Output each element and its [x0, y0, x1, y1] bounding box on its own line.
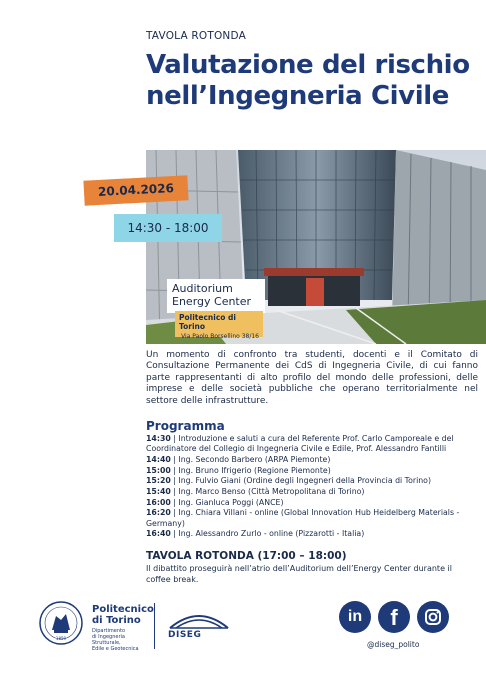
- programma-heading: Programma: [146, 419, 225, 433]
- address-box: [175, 311, 263, 340]
- linkedin-icon[interactable]: in: [339, 601, 371, 633]
- item-time: 15:20: [146, 476, 171, 486]
- programma-item: [146, 434, 478, 454]
- dept-line-2: di Ingegneria Strutturale,: [92, 634, 125, 646]
- programma-item: [146, 466, 478, 476]
- venue-line-2: Energy Center: [172, 295, 252, 308]
- date-tag: 20.04.2026: [83, 175, 188, 205]
- item-text: | Introduzione e saluti a cura del Referente Prof. Carlo Camporeale e del Coordinatore del Collegio di Ingegneria Civile e Edile, Prof. Alessandro Fantilli: [146, 434, 454, 454]
- programma-item: [146, 508, 478, 528]
- item-time: 14:30: [146, 434, 171, 443]
- instagram-icon[interactable]: [417, 601, 449, 633]
- venue-line-1: Auditorium: [172, 282, 233, 295]
- tavola-text: Il dibattito proseguirà nell’atrio dell’Auditorium dell’Energy Center durante il coffee break.: [146, 564, 452, 584]
- polito-name: [92, 604, 154, 626]
- tavola-heading: TAVOLA ROTONDA (17:00 – 18:00): [146, 550, 347, 562]
- venue-box: [167, 279, 265, 313]
- intro-text: Un momento di confronto tra studenti, docenti e il Comitato di Consultazione Permanente dei CdS di Ingegneria Civile, di cui fanno parte rappresentanti di alto profilo del mondo delle professioni, delle imprese e delle società pubbliche che operano territorialmente nel settore delle infrastrutture.: [146, 350, 478, 406]
- kicker: TAVOLA ROTONDA: [146, 30, 246, 42]
- item-text: | Ing. Chiara Villani - online (Global Innovation Hub Heidelberg Materials - Germany): [146, 508, 460, 528]
- programma-item: [146, 476, 478, 486]
- polito-seal-icon: [38, 600, 84, 646]
- item-text: | Ing. Marco Benso (Città Metropolitana di Torino): [170, 487, 365, 497]
- polito-name-2: di Torino: [92, 615, 141, 626]
- programma-item: [146, 529, 478, 539]
- logo-divider: [154, 603, 155, 649]
- facebook-icon[interactable]: f: [378, 601, 410, 633]
- item-time: 15:00: [146, 465, 171, 475]
- event-title: Valutazione del rischio nell’Ingegneria Civile: [146, 50, 470, 111]
- department-name: [92, 628, 148, 652]
- time-tag: 14:30 - 18:00: [114, 214, 222, 242]
- dept-line-3: Edile e Geotecnica: [92, 646, 139, 652]
- seal-year: 1859: [55, 636, 67, 641]
- address-street: Via Paolo Borsellino 38/16: [181, 333, 259, 340]
- item-text: | Ing. Gianluca Poggi (ANCE): [170, 497, 284, 507]
- programma-item: [146, 455, 478, 465]
- item-time: 16:40: [146, 529, 171, 539]
- address-org: Politecnico di Torino: [179, 313, 236, 331]
- item-time: 14:40: [146, 454, 171, 464]
- item-text: | Ing. Secondo Barbero (ARPA Piemonte): [170, 454, 331, 464]
- programma-item: [146, 487, 478, 497]
- diseg-label: DISEG: [168, 630, 202, 640]
- item-text: | Ing. Alessandro Zurlo - online (Pizzarotti - Italia): [170, 529, 365, 539]
- item-time: 16:20: [146, 508, 171, 518]
- item-time: 16:00: [146, 497, 171, 507]
- programma-item: [146, 498, 478, 508]
- item-time: 15:40: [146, 487, 171, 497]
- social-handle[interactable]: @diseg_polito: [367, 640, 420, 649]
- polito-name-1: Politecnico: [92, 604, 154, 615]
- item-text: | Ing. Fulvio Giani (Ordine degli Ingegneri della Provincia di Torino): [170, 476, 431, 486]
- dept-line-1: Dipartimento: [92, 628, 126, 634]
- item-text: | Ing. Bruno Ifrigerio (Regione Piemonte): [170, 465, 331, 475]
- programma-list: [146, 434, 478, 540]
